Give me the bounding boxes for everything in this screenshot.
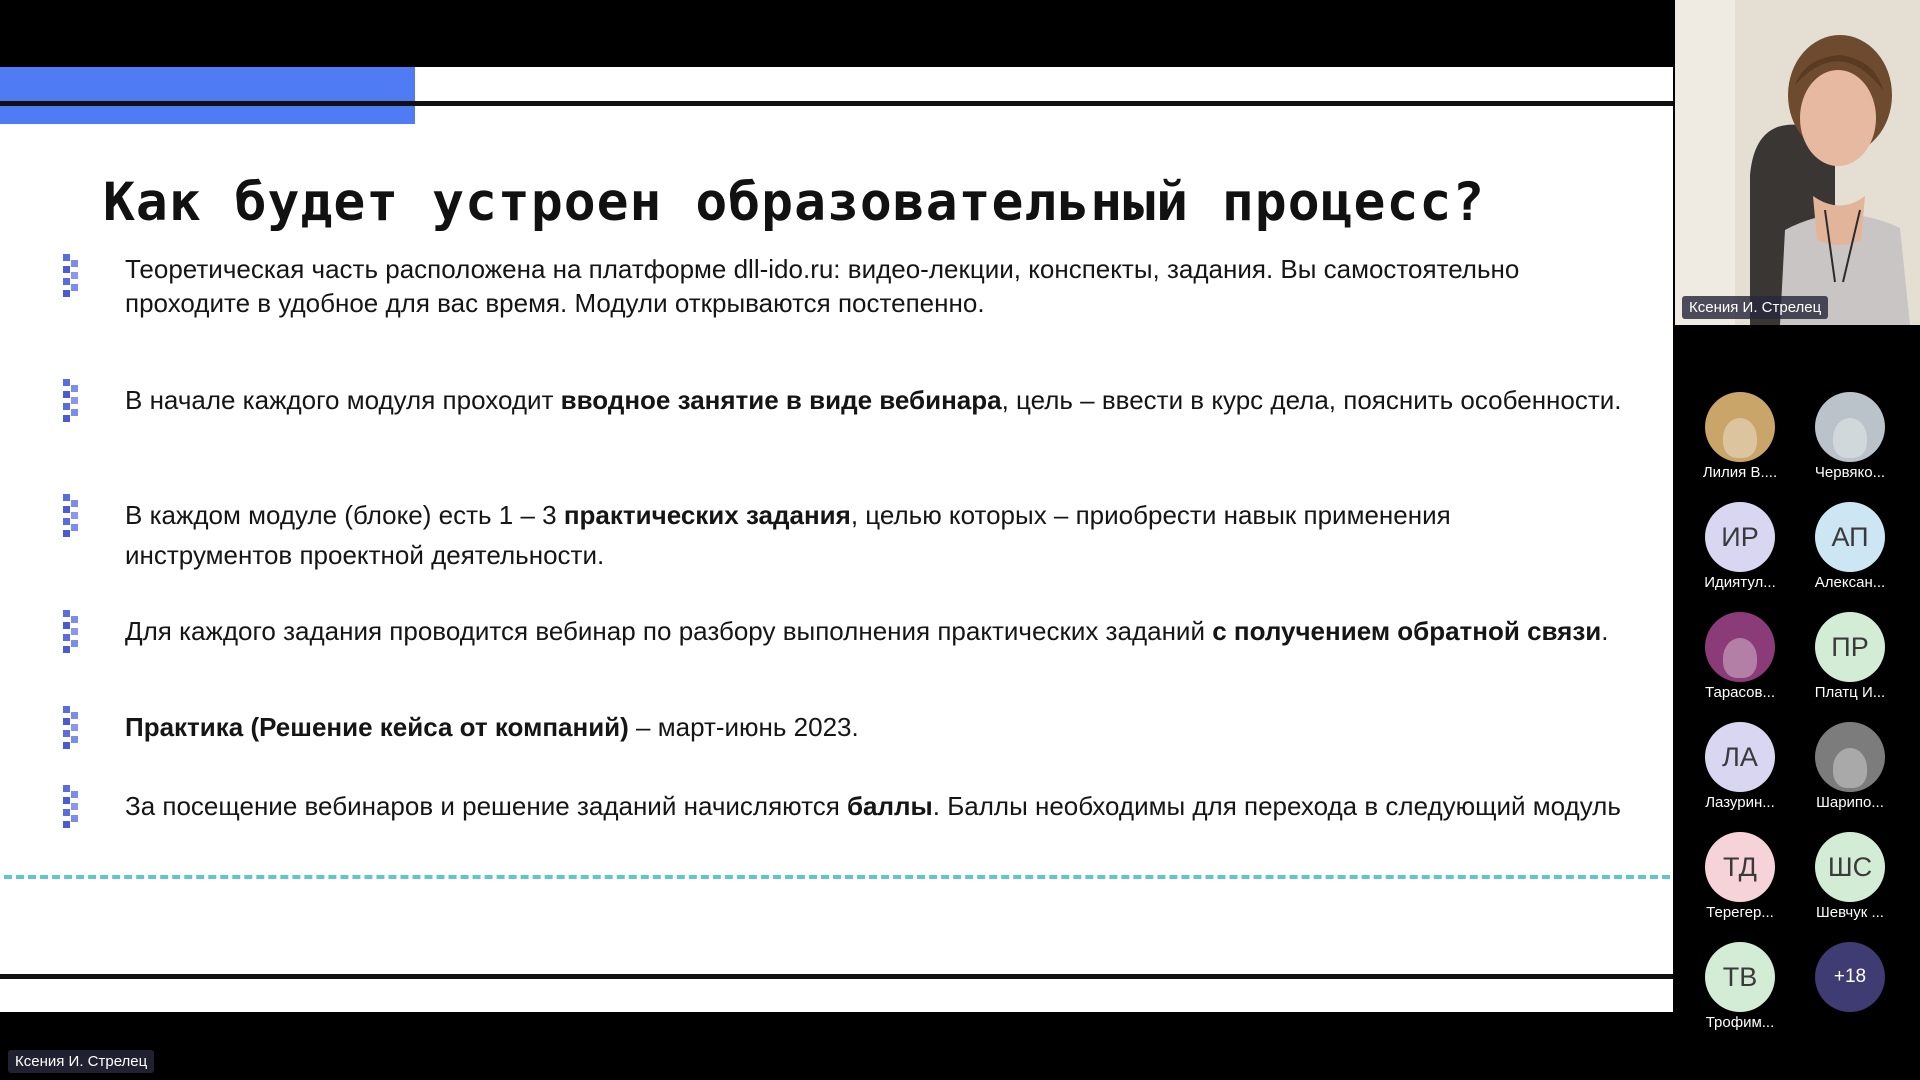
participant-initials: ПР bbox=[1831, 631, 1869, 662]
participant-initials: ТД bbox=[1723, 851, 1757, 882]
bullet-item bbox=[63, 380, 1623, 429]
slide-top-rule bbox=[0, 101, 1673, 106]
participant-tile[interactable] bbox=[1685, 832, 1795, 921]
participant-photo-avatar bbox=[1815, 392, 1885, 462]
participant-name: Трофим... bbox=[1705, 1014, 1775, 1031]
participant-initials-avatar bbox=[1815, 832, 1885, 902]
bullet-text-run: . Баллы необходимы для перехода в следующий модуль bbox=[932, 791, 1621, 821]
participant-tile[interactable] bbox=[1795, 832, 1905, 921]
participant-initials: ШС bbox=[1827, 851, 1873, 882]
more-participants-avatar: +18 bbox=[1815, 942, 1885, 1012]
participant-tile[interactable] bbox=[1795, 502, 1905, 591]
slide-bottom-rule bbox=[0, 974, 1673, 979]
participant-name: Тарасов... bbox=[1705, 684, 1775, 701]
bullet-text-bold-run: с получением обратной связи bbox=[1212, 616, 1602, 646]
bullet-text bbox=[125, 786, 1621, 826]
bullet-text-run: За посещение вебинаров и решение заданий начисляются bbox=[125, 791, 847, 821]
more-participants-button[interactable] bbox=[1795, 942, 1905, 1012]
bullet-text-run: Для каждого задания проводится вебинар по разбору выполнения практических заданий bbox=[125, 616, 1213, 646]
bullet-text bbox=[125, 611, 1609, 651]
bullet-text-bold-run: баллы bbox=[847, 791, 933, 821]
participant-tile[interactable] bbox=[1795, 722, 1905, 811]
participants-panel bbox=[1675, 325, 1920, 1080]
participant-tile[interactable] bbox=[1685, 942, 1795, 1031]
pixel-bullet-icon bbox=[63, 610, 85, 660]
pixel-bullet-icon bbox=[63, 785, 85, 835]
participant-tile[interactable] bbox=[1795, 392, 1905, 481]
presenter-video-frame bbox=[1675, 0, 1920, 325]
participant-initials: ТВ bbox=[1722, 961, 1758, 992]
participant-tile[interactable] bbox=[1685, 722, 1795, 811]
participant-initials-avatar bbox=[1705, 832, 1775, 902]
bullet-text-run: , целью которых – приобрести навык применения инструментов проектной деятельности. bbox=[125, 500, 1451, 570]
bullet-text-bold-run: Практика (Решение кейса от компаний) bbox=[125, 712, 629, 742]
participant-initials-avatar bbox=[1705, 502, 1775, 572]
participant-photo-avatar bbox=[1815, 722, 1885, 792]
participant-name: Терегер... bbox=[1706, 904, 1774, 921]
participant-initials: ЛА bbox=[1722, 741, 1758, 772]
bullet-item bbox=[63, 255, 1623, 320]
participant-photo-avatar bbox=[1705, 612, 1775, 682]
participant-name: Шарипо... bbox=[1816, 794, 1884, 811]
participant-tile[interactable] bbox=[1795, 612, 1905, 701]
slide-accent-bar bbox=[0, 67, 415, 124]
bullet-text-run: – март-июнь 2023. bbox=[628, 712, 859, 742]
participant-name: Лилия В.... bbox=[1702, 464, 1778, 481]
participant-tile[interactable] bbox=[1685, 612, 1795, 701]
participant-name: Шевчук ... bbox=[1816, 904, 1884, 921]
pixel-bullet-icon bbox=[63, 379, 85, 429]
participant-name: Лазурин... bbox=[1705, 794, 1775, 811]
bullet-item bbox=[63, 786, 1623, 835]
participant-name: Идиятул... bbox=[1704, 574, 1776, 591]
participant-name: Червяко... bbox=[1814, 464, 1886, 481]
participant-initials-avatar bbox=[1705, 722, 1775, 792]
bullet-item bbox=[63, 707, 1623, 756]
bullet-text-run: В начале каждого модуля проходит bbox=[125, 385, 561, 415]
bullet-text-run: Теоретическая часть расположена на платформе dll-ido.ru: видео-лекции, конспекты, задания. Вы самостоятельно проходите в удобное для вас время. Модули открываются постепенно. bbox=[125, 254, 1520, 318]
bullet-text-bold-run: вводное занятие в виде вебинара bbox=[560, 385, 1002, 415]
participant-initials: АП bbox=[1831, 521, 1869, 552]
slide-dashed-divider bbox=[4, 875, 1670, 879]
participant-tile[interactable] bbox=[1685, 392, 1795, 481]
pixel-bullet-icon bbox=[63, 494, 85, 544]
bullet-text-run: , цель – ввести в курс дела, пояснить особенности. bbox=[1001, 385, 1622, 415]
presenter-name-tag: Ксения И. Стрелец bbox=[1682, 296, 1828, 319]
participant-photo-avatar bbox=[1705, 392, 1775, 462]
participant-tile[interactable] bbox=[1685, 502, 1795, 591]
pixel-bullet-icon bbox=[63, 254, 85, 304]
bullet-text-run: В каждом модуле (блоке) есть 1 – 3 bbox=[125, 500, 564, 530]
participant-initials-avatar bbox=[1815, 502, 1885, 572]
bullet-text-run: . bbox=[1601, 616, 1609, 646]
bullet-text bbox=[125, 380, 1622, 420]
bullet-item bbox=[63, 495, 1623, 575]
bullet-text bbox=[125, 707, 859, 747]
bullet-item bbox=[63, 611, 1623, 660]
shared-slide bbox=[0, 67, 1673, 1012]
pixel-bullet-icon bbox=[63, 706, 85, 756]
participant-initials-avatar bbox=[1705, 942, 1775, 1012]
participant-name: Алексан... bbox=[1814, 574, 1886, 591]
screen-share-name-tag: Ксения И. Стрелец bbox=[8, 1050, 154, 1073]
presenter-video-tile[interactable] bbox=[1675, 0, 1920, 325]
participant-initials: ИР bbox=[1721, 521, 1759, 552]
participant-name: Платц И... bbox=[1814, 684, 1886, 701]
bullet-text bbox=[125, 252, 1623, 320]
bullet-text bbox=[125, 495, 1623, 575]
slide-title: Как будет устроен образовательный процесс? bbox=[103, 172, 1486, 233]
bullet-text-bold-run: практических задания bbox=[563, 500, 851, 530]
participant-initials-avatar bbox=[1815, 612, 1885, 682]
